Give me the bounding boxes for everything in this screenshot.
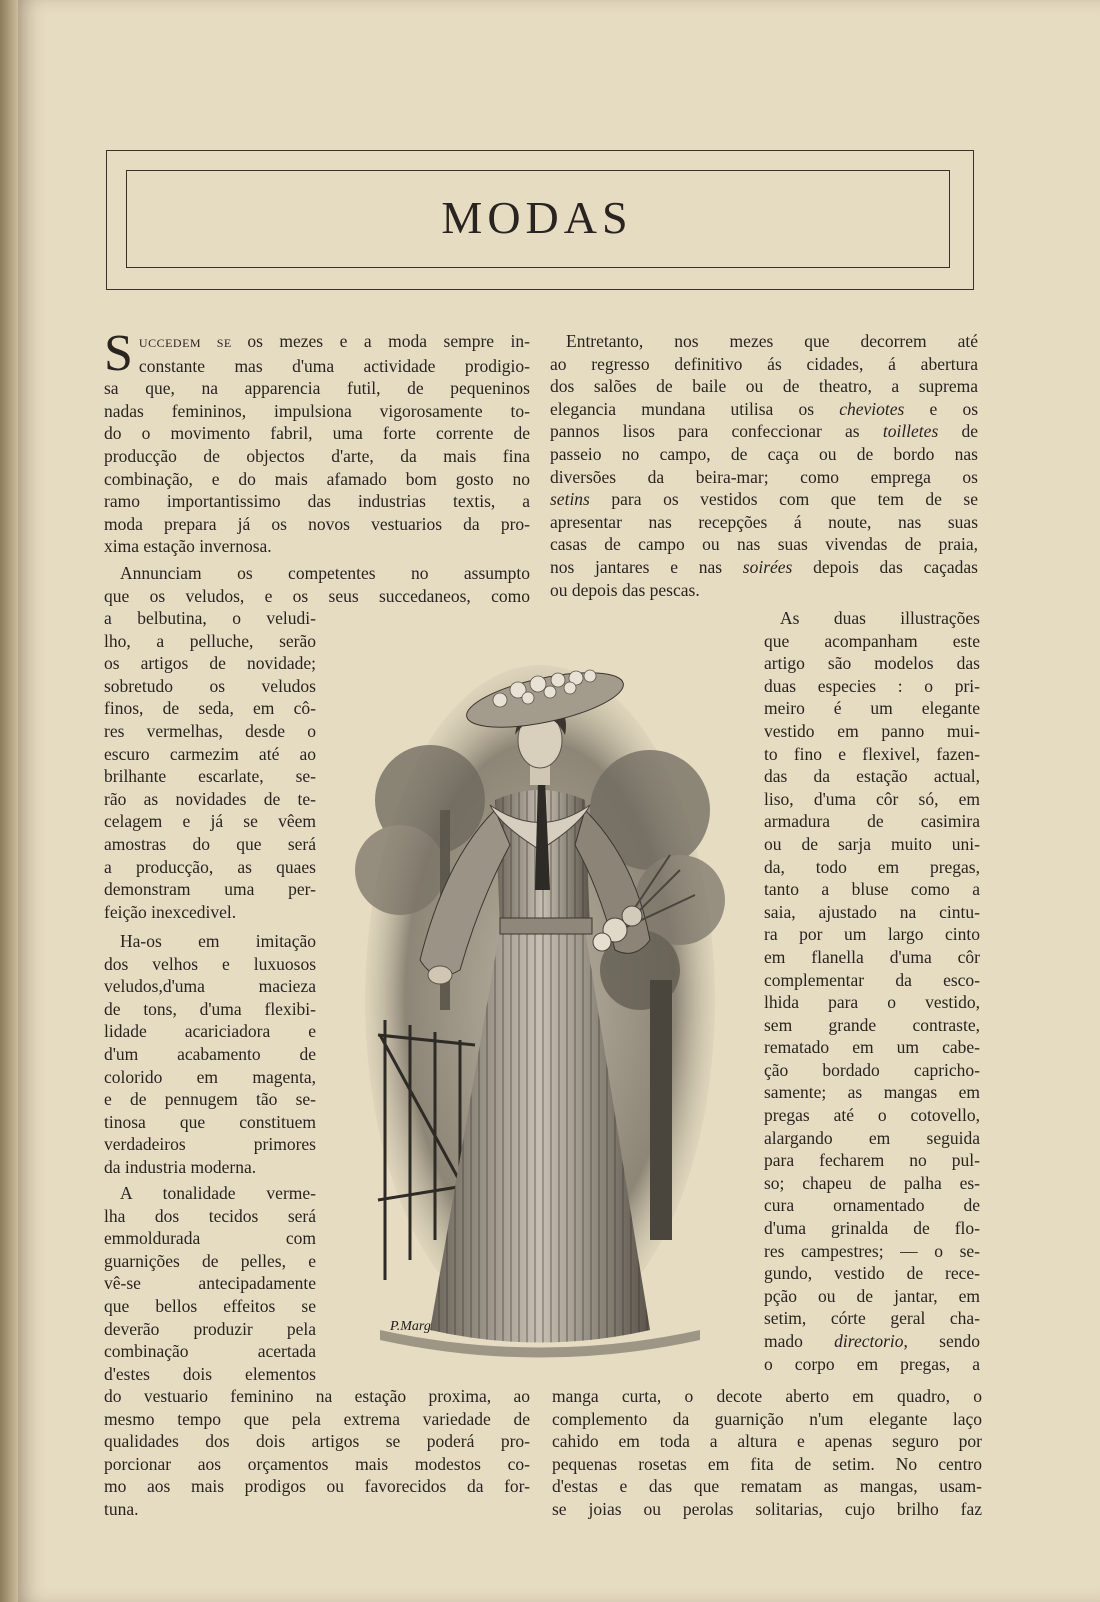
text-line: rão as novidades de te- [104, 788, 316, 809]
text-line: lho, a pelluche, serão [104, 630, 316, 651]
text-line: passeio no campo, de caça ou de bordo nas [550, 443, 978, 464]
text-line: constante mas d'uma actividade prodigio- [138, 355, 530, 376]
text-line: combinação, e do mais afamado bom gosto no [104, 468, 530, 489]
text-line: samente; as mangas em [764, 1082, 980, 1103]
text-line: ramo importantissimo das industrias textis, a [104, 491, 530, 512]
text-line: complemento da guarnição n'um elegante laço [552, 1408, 982, 1429]
text-line: lha dos tecidos será [104, 1205, 316, 1226]
text-line: ção bordado capricho- [764, 1059, 980, 1080]
text-line: A tonalidade verme- [120, 1183, 316, 1203]
text-line: feição inexcedivel. [104, 901, 237, 922]
text-line: pannos lisos para confeccionar as toilletes de [550, 421, 978, 442]
text-line: deverão produzir pela [104, 1318, 316, 1339]
text-line: d'estas e das que rematam as mangas, usam- [552, 1476, 982, 1497]
text-line: moda prepara já os novos vestuarios da pro- [104, 513, 530, 534]
col1-paragraph-4-narrow [104, 1182, 316, 1385]
text-line: Ha-os em imitação [120, 931, 316, 951]
text-line: guarnições de pelles, e [104, 1250, 316, 1271]
text-line: pção ou de jantar, em [764, 1285, 980, 1306]
text-line: setins para os vestidos com que tem de se [550, 489, 978, 510]
text-line: setim, córte geral cha- [764, 1308, 980, 1329]
text-line: colorido em magenta, [104, 1066, 316, 1087]
text-line: tanto a bluse como a [764, 879, 980, 900]
text-line: sem grande contraste, [764, 1014, 980, 1035]
text-line: combinação acertada [104, 1341, 316, 1362]
text-line: o corpo em pregas, a [764, 1353, 980, 1374]
text-line: que os veludos, e os seus succedaneos, como [104, 585, 530, 606]
text-line: Entretanto, nos mezes que decorrem até [566, 331, 978, 351]
text-line: res vermelhas, desde o [104, 720, 316, 741]
text-line: nos jantares e nas soirées depois das caçadas [550, 556, 978, 577]
text-line: celagem e já se vêem [104, 811, 316, 832]
text-line: cura ornamentado de [764, 1195, 980, 1216]
text-line: gundo, vestido de rece- [764, 1263, 980, 1284]
text-line: res campestres; — o se- [764, 1240, 980, 1261]
text-line: do vestuario feminino na estação proxima, ao [104, 1386, 530, 1406]
text-line: rematado em um cabe- [764, 1037, 980, 1058]
text-line: meiro é um elegante [764, 698, 980, 719]
text-line: pregas até o cotovello, [764, 1105, 980, 1126]
text-line: das da estação actual, [764, 766, 980, 787]
text-line: artigo são modelos das [764, 653, 980, 674]
text-line: tuna. [104, 1498, 139, 1519]
col2-paragraph-2-wide [552, 1385, 982, 1521]
text-line: da industria moderna. [104, 1156, 257, 1177]
text-line: producção de objectos d'arte, da mais fina [104, 445, 530, 466]
text-line: ra por um largo cinto [764, 924, 980, 945]
text-line: dos salões de baile ou de theatro, a suprema [550, 376, 978, 397]
text-line: ou de sarja muito uni- [764, 833, 980, 854]
text-line: diversões da beira-mar; como emprega os [550, 466, 978, 487]
small-caps-opening: UCCEDEM SE [138, 336, 248, 350]
text-line: da, todo em pregas, [764, 856, 980, 877]
text-line: d'uma grinalda de flo- [764, 1218, 980, 1239]
text-line: armadura de casimira [764, 811, 980, 832]
text-line: manga curta, o decote aberto em quadro, o [552, 1386, 982, 1406]
text-line: vestido em panno mui- [764, 720, 980, 741]
book-spine-shadow [0, 0, 18, 1602]
page-title: MODAS [441, 192, 633, 243]
text-line: d'um acabamento de [104, 1043, 316, 1064]
text-line: ao regresso definitivo ás cidades, á abertura [550, 353, 978, 374]
col1-paragraph-2-narrow [104, 607, 316, 923]
text-line: demonstram uma per- [104, 879, 316, 900]
text-line: dos velhos e luxuosos [104, 953, 316, 974]
text-line: mesmo tempo que pela extrema variedade de [104, 1408, 530, 1429]
artist-signature: P.Marg [390, 1319, 431, 1334]
text-line: liso, d'uma côr só, em [764, 788, 980, 809]
text-line: mo aos mais prodigos ou favorecidos da for- [104, 1476, 530, 1497]
text-line: finos, de seda, em cô- [104, 698, 316, 719]
text-line: para fecharem no pul- [764, 1150, 980, 1171]
text-line: elegancia mundana utilisa os cheviotes e os [550, 398, 979, 419]
text-line: alargando em seguida [764, 1127, 980, 1148]
text-line: brilhante escarlate, se- [104, 766, 316, 787]
col1-paragraph-4-wide [104, 1385, 530, 1521]
text-line: mado directorio, sendo [764, 1331, 980, 1351]
text-line: porcionar aos orçamentos mais modestos co- [104, 1453, 530, 1474]
hand [428, 966, 452, 984]
text-line: As duas illustrações [780, 608, 980, 628]
text-line: lhida para o vestido, [764, 992, 980, 1013]
text-line: escuro carmezim até ao [104, 743, 316, 764]
text-line: sobretudo os veludos [104, 675, 316, 696]
text-line: verdadeiros primores [104, 1134, 316, 1155]
text-line: vê-se antecipadamente [104, 1273, 316, 1294]
text-line: do o movimento fabril, uma forte corrente de [104, 423, 530, 444]
text-line: casas de campo ou nas suas vivendas de praia, [550, 534, 978, 555]
text-line: so; chapeu de palha es- [764, 1172, 980, 1193]
col2-paragraph-1 [550, 330, 978, 601]
text-line: veludos,d'uma macieza [104, 976, 316, 997]
text-line: que acompanham este [764, 630, 980, 651]
dress-belt [500, 918, 592, 934]
text-line: xima estação invernosa. [104, 536, 272, 557]
col1-paragraph-1 [104, 325, 530, 558]
text-line: nadas femininos, impulsiona vigorosamente to- [104, 400, 530, 421]
text-line: apresentar nas recepções á noute, nas suas [550, 511, 978, 532]
text-line: amostras do que será [104, 833, 316, 854]
fashion-illustration [350, 640, 730, 1375]
drop-cap-letter: S [104, 325, 133, 382]
text-line: saia, ajustado na cintu- [764, 901, 980, 922]
text-line: os artigos de novidade; [104, 653, 316, 674]
text-line: sa que, na apparencia futil, de pequeninos [104, 378, 530, 399]
text-line: em flanella d'uma côr [764, 946, 980, 967]
text-line: d'estes dois elementos [104, 1363, 316, 1384]
text-line: ou depois das pescas. [550, 579, 700, 600]
text-line: cahido em toda a altura e apenas seguro por [552, 1431, 982, 1452]
text-line: que bellos effeitos se [104, 1295, 316, 1316]
text-line: a belbutina, o veludi- [104, 608, 316, 628]
col2-paragraph-2-narrow [764, 607, 980, 1375]
text-line: Annunciam os competentes no assumpto [120, 563, 530, 583]
text-line: de tons, d'uma flexibi- [104, 998, 316, 1019]
text-line: e de pennugem tão se- [104, 1089, 316, 1110]
text-line: a producção, as quaes [104, 856, 316, 877]
text-line: emmoldurada com [104, 1228, 316, 1249]
text-line: se joias ou perolas solitarias, cujo brilho faz [552, 1498, 982, 1519]
text-line: qualidades dos dois artigos se poderá pro- [104, 1431, 530, 1452]
text-line: to fino e flexivel, fazen- [764, 743, 980, 764]
text-line: lidade acariciadora e [104, 1021, 316, 1042]
col1-paragraph-2-wide [104, 562, 530, 607]
text-line: pequenas rosetas em fita de setim. No centro [552, 1453, 982, 1474]
text-line: tinosa que constituem [104, 1111, 316, 1132]
text-line: complementar da esco- [764, 969, 980, 990]
text-line: UCCEDEM SE os mezes e a moda sempre in- [138, 331, 530, 351]
col1-paragraph-3 [104, 930, 316, 1179]
text-line: duas especies : o pri- [764, 675, 980, 696]
